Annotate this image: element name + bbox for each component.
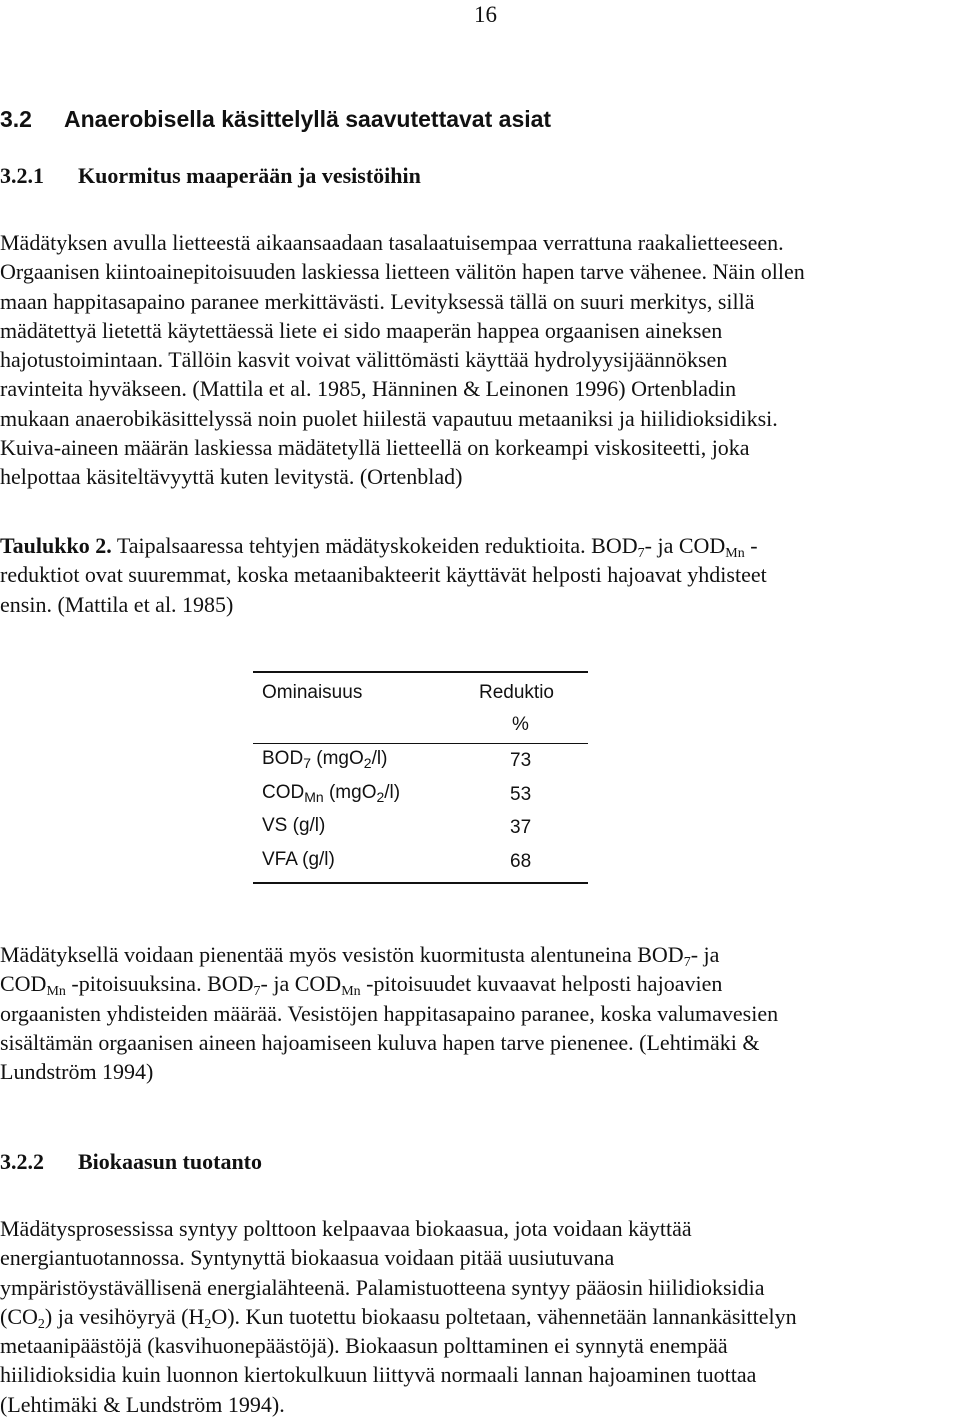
text-run: ) ja vesihöyryä (H bbox=[44, 1303, 205, 1329]
table-header bbox=[253, 673, 588, 744]
caption-line: ensin. (Mattila et al. 1985) bbox=[0, 591, 234, 617]
caption-sub: 7 bbox=[637, 546, 645, 561]
paragraph-line: Orgaanisen kiintoainepitoisuuden laskiessa lietteen välitön hapen tarve vähenee. Näin ollen bbox=[0, 259, 805, 285]
caption-line: reduktiot ovat suuremmat, koska metaanibakteerit käyttävät helposti hajoavat yhdisteet bbox=[0, 562, 767, 588]
property-unit-sub: 2 bbox=[363, 755, 372, 771]
row-property: VS (g/l) bbox=[262, 815, 326, 836]
property-unit-sub: 2 bbox=[376, 788, 385, 805]
caption-text: - bbox=[744, 533, 758, 558]
subsection-heading-2 bbox=[0, 1149, 262, 1175]
paragraph-line: Mädätysprosessissa syntyy polttoon kelpaavaa biokaasua, jota voidaan käyttää bbox=[0, 1216, 692, 1241]
text-run: -pitoisuuksina. BOD bbox=[65, 971, 254, 997]
paragraph-water-load bbox=[0, 940, 960, 1086]
table-caption bbox=[0, 531, 960, 619]
property-unit: (mgO bbox=[310, 748, 364, 769]
header-property: Ominaisuus bbox=[262, 682, 363, 703]
property-sub: 7 bbox=[303, 755, 311, 771]
paragraph-line: Mädätyksen avulla lietteestä aikaansaadaan tasalaatuisempaa verrattuna raakalietteeseen. bbox=[0, 230, 784, 255]
subsection-number-1: 3.2.1 bbox=[0, 163, 44, 188]
row-property bbox=[262, 748, 387, 770]
text-run: - ja bbox=[690, 942, 720, 967]
caption-sub: Mn bbox=[725, 546, 745, 561]
table-row bbox=[253, 845, 588, 882]
text-sub: Mn bbox=[341, 984, 361, 1000]
property-unit: /l) bbox=[384, 781, 401, 803]
text-run: Mädätyksellä voidaan pienentää myös vesistön kuormitusta alentuneina BOD bbox=[0, 942, 684, 967]
text-sub: 2 bbox=[37, 1316, 45, 1332]
caption-text: Taipalsaaressa tehtyjen mädätyskokeiden reduktioita. BOD bbox=[116, 533, 638, 558]
paragraph-biogas bbox=[0, 1214, 960, 1419]
subsection-title-2: Biokaasun tuotanto bbox=[78, 1149, 263, 1174]
paragraph-line: ravinteita hyväkseen. (Mattila et al. 1985, Hänninen & Leinonen 1996) Ortenbladin bbox=[0, 376, 737, 402]
property-unit: /l) bbox=[371, 748, 388, 769]
paragraph-line: energiantuotannossa. Syntynyttä biokaasua voidaan pitää uusiutuvana bbox=[0, 1245, 615, 1271]
caption-label: Taulukko 2. bbox=[0, 533, 112, 558]
paragraph-line: (Lehtimäki & Lundström 1994). bbox=[0, 1391, 285, 1417]
paragraph-line: mädätettyä lietettä käytettäessä liete ei sido maaperän happea orgaanisen aineksen bbox=[0, 317, 723, 343]
row-value: 37 bbox=[510, 817, 532, 838]
text-run: COD bbox=[0, 971, 47, 997]
text-sub: Mn bbox=[46, 984, 66, 1000]
paragraph-line bbox=[0, 969, 960, 998]
text-sub: 2 bbox=[204, 1316, 212, 1332]
section-title: Anaerobisella käsittelyllä saavutettavat asiat bbox=[64, 106, 552, 132]
text-run: O). Kun tuotettu biokaasu poltetaan, vähennetään lannankäsittelyn bbox=[211, 1303, 797, 1329]
paragraph-line: metaanipäästöjä (kasvihuonepäästöjä). Biokaasun polttaminen ei synnytä enempää bbox=[0, 1333, 728, 1359]
section-heading bbox=[0, 106, 551, 133]
text-run: - ja COD bbox=[260, 971, 342, 997]
paragraph-line: sisältämän orgaanisen aineen hajoamiseen kuluva hapen tarve pienenee. (Lehtimäki & bbox=[0, 1029, 760, 1055]
paragraph-line: Lundström 1994) bbox=[0, 1059, 154, 1085]
paragraph-line: Kuiva-aineen määrän laskiessa mädätetyllä lietteellä on korkeampi viskositeetti, joka bbox=[0, 435, 750, 461]
subsection-number-2: 3.2.2 bbox=[0, 1149, 44, 1174]
paragraph-line: orgaanisten yhdisteiden määrää. Vesistöjen happitasapaino paranee, koska valumavesien bbox=[0, 1000, 779, 1026]
page-number: 16 bbox=[474, 2, 497, 27]
paragraph-line: hiilidioksidia kuin luonnon kiertokulkuun liittyvä normaali lannan hajoaminen tuottaa bbox=[0, 1362, 757, 1388]
paragraph-line: helpottaa käsiteltävyyttä kuten levitystä. (Ortenblad) bbox=[0, 464, 463, 490]
paragraph-line: hajotustoimintaan. Tällöin kasvit voivat välittömästi käyttää hydrolyysijäännöksen bbox=[0, 347, 728, 373]
row-value: 68 bbox=[510, 850, 532, 872]
section-number: 3.2 bbox=[0, 106, 32, 132]
paragraph-line: mukaan anaerobikäsittelyssä noin puolet hiilestä vapautuu metaaniksi ja hiilidioksidiksi. bbox=[0, 405, 778, 431]
text-run: -pitoisuudet kuvaavat helposti hajoavien bbox=[360, 971, 723, 997]
text-sub: 7 bbox=[253, 984, 261, 1000]
table-row bbox=[253, 744, 588, 778]
text-sub: 7 bbox=[683, 955, 691, 970]
property-unit: (mgO bbox=[323, 781, 377, 803]
row-value: 73 bbox=[510, 750, 532, 771]
row-value: 53 bbox=[510, 783, 532, 805]
paragraph-line: ympäristöystävällisenä energialähteenä. Palamistuotteena syntyy pääosin hiilidioksidia bbox=[0, 1274, 765, 1300]
table-row bbox=[253, 778, 588, 812]
reduction-table bbox=[253, 671, 588, 884]
property-name: COD bbox=[262, 781, 305, 803]
paragraph-line: maan happitasapaino paranee merkittävästi. Levityksessä tällä on suuri merkitys, sillä bbox=[0, 288, 755, 314]
table-row bbox=[253, 811, 588, 845]
header-reduction: Reduktio bbox=[479, 682, 554, 703]
row-property: VFA (g/l) bbox=[262, 848, 335, 870]
property-name: BOD bbox=[262, 748, 304, 769]
paragraph-line bbox=[0, 940, 960, 969]
subsection-title-1: Kuormitus maaperään ja vesistöihin bbox=[78, 163, 421, 188]
text-run: (CO bbox=[0, 1303, 38, 1329]
row-property bbox=[262, 782, 400, 804]
paragraph-line bbox=[0, 1302, 960, 1331]
caption-text: - ja COD bbox=[644, 533, 726, 558]
caption-line bbox=[0, 531, 960, 560]
subsection-heading-1 bbox=[0, 163, 421, 189]
header-percent: % bbox=[512, 714, 529, 735]
paragraph-sludge-load bbox=[0, 228, 960, 492]
property-sub: Mn bbox=[304, 788, 324, 805]
